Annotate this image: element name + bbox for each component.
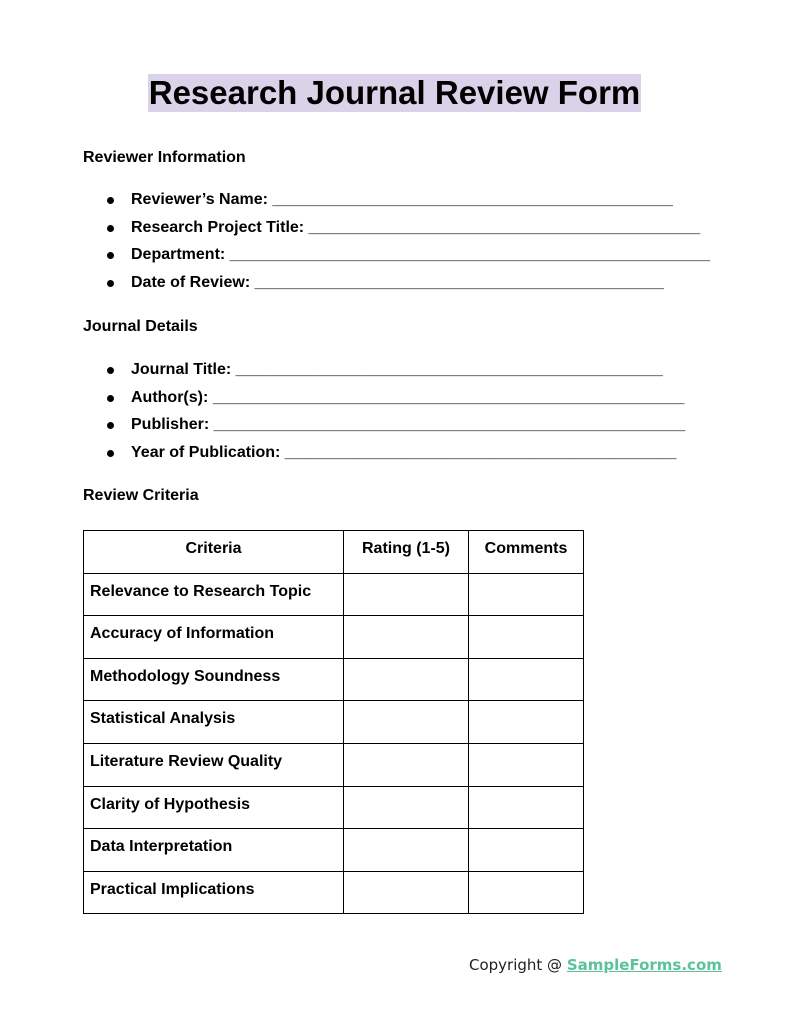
table-row: [84, 701, 584, 744]
comments-cell[interactable]: [469, 743, 584, 786]
list-item: [83, 273, 710, 301]
rating-cell[interactable]: [344, 616, 469, 659]
comments-cell[interactable]: [469, 786, 584, 829]
section-heading-reviewer: Reviewer Information: [83, 149, 246, 166]
journal-fields-list: [83, 360, 685, 471]
bullet-icon: [107, 280, 114, 287]
table-row: [84, 786, 584, 829]
brand-link[interactable]: SampleForms.com: [566, 956, 722, 974]
bullet-icon: [107, 395, 114, 402]
comments-cell[interactable]: [469, 573, 584, 616]
rating-cell[interactable]: [344, 701, 469, 744]
rating-cell[interactable]: [344, 743, 469, 786]
criteria-cell: Data Interpretation: [84, 829, 344, 872]
list-item: [83, 218, 710, 246]
bullet-icon: [107, 422, 114, 429]
bullet-icon: [107, 450, 114, 457]
table-row: [84, 743, 584, 786]
field-journal-title[interactable]: Journal Title: ________________________________________________: [131, 361, 663, 378]
column-header-criteria: Criteria: [84, 531, 344, 574]
column-header-comments: Comments: [469, 531, 584, 574]
list-item: [83, 388, 685, 416]
rating-cell[interactable]: [344, 871, 469, 914]
rating-cell[interactable]: [344, 786, 469, 829]
field-authors[interactable]: Author(s): _____________________________________________________: [131, 388, 685, 406]
comments-cell[interactable]: [469, 829, 584, 872]
criteria-cell: Literature Review Quality: [84, 743, 344, 786]
section-heading-journal: Journal Details: [83, 318, 198, 335]
comments-cell[interactable]: [469, 616, 584, 659]
reviewer-fields-list: [83, 190, 710, 301]
criteria-cell: Accuracy of Information: [84, 616, 344, 659]
review-criteria-table: [83, 530, 584, 914]
bullet-icon: [107, 252, 114, 259]
list-item: [83, 190, 710, 218]
column-header-rating: Rating (1-5): [344, 531, 469, 574]
field-department[interactable]: Department: ______________________________________________________: [131, 246, 711, 264]
section-heading-criteria: Review Criteria: [83, 487, 199, 504]
table-row: [84, 829, 584, 872]
bullet-icon: [107, 367, 114, 374]
field-date-of-review[interactable]: Date of Review: ______________________________________________: [131, 274, 664, 292]
bullet-icon: [107, 225, 114, 232]
copyright-text: Copyright @: [469, 956, 567, 974]
list-item: [83, 443, 685, 471]
criteria-cell: Relevance to Research Topic: [84, 573, 344, 616]
comments-cell[interactable]: [469, 701, 584, 744]
list-item: [83, 245, 710, 273]
field-year-of-publication[interactable]: Year of Publication: ____________________________________________: [131, 444, 677, 462]
criteria-cell: Clarity of Hypothesis: [84, 786, 344, 829]
title-wrapper: [0, 74, 789, 112]
field-project-title[interactable]: Research Project Title: ____________________________________________: [131, 218, 701, 236]
table-row: [84, 871, 584, 914]
field-reviewer-name[interactable]: Reviewer’s Name: _____________________________________________: [131, 191, 673, 208]
rating-cell[interactable]: [344, 829, 469, 872]
field-publisher[interactable]: Publisher: _____________________________________________________: [131, 416, 686, 434]
table-row: [84, 616, 584, 659]
comments-cell[interactable]: [469, 871, 584, 914]
criteria-cell: Statistical Analysis: [84, 701, 344, 744]
footer-copyright: [469, 956, 722, 974]
comments-cell[interactable]: [469, 658, 584, 701]
criteria-cell: Practical Implications: [84, 871, 344, 914]
bullet-icon: [107, 197, 114, 204]
list-item: [83, 415, 685, 443]
table-row: [84, 658, 584, 701]
list-item: [83, 360, 685, 388]
criteria-cell: Methodology Soundness: [84, 658, 344, 701]
page-title: Research Journal Review Form: [148, 74, 641, 111]
table-row: [84, 573, 584, 616]
rating-cell[interactable]: [344, 573, 469, 616]
rating-cell[interactable]: [344, 658, 469, 701]
table-header-row: [84, 531, 584, 574]
